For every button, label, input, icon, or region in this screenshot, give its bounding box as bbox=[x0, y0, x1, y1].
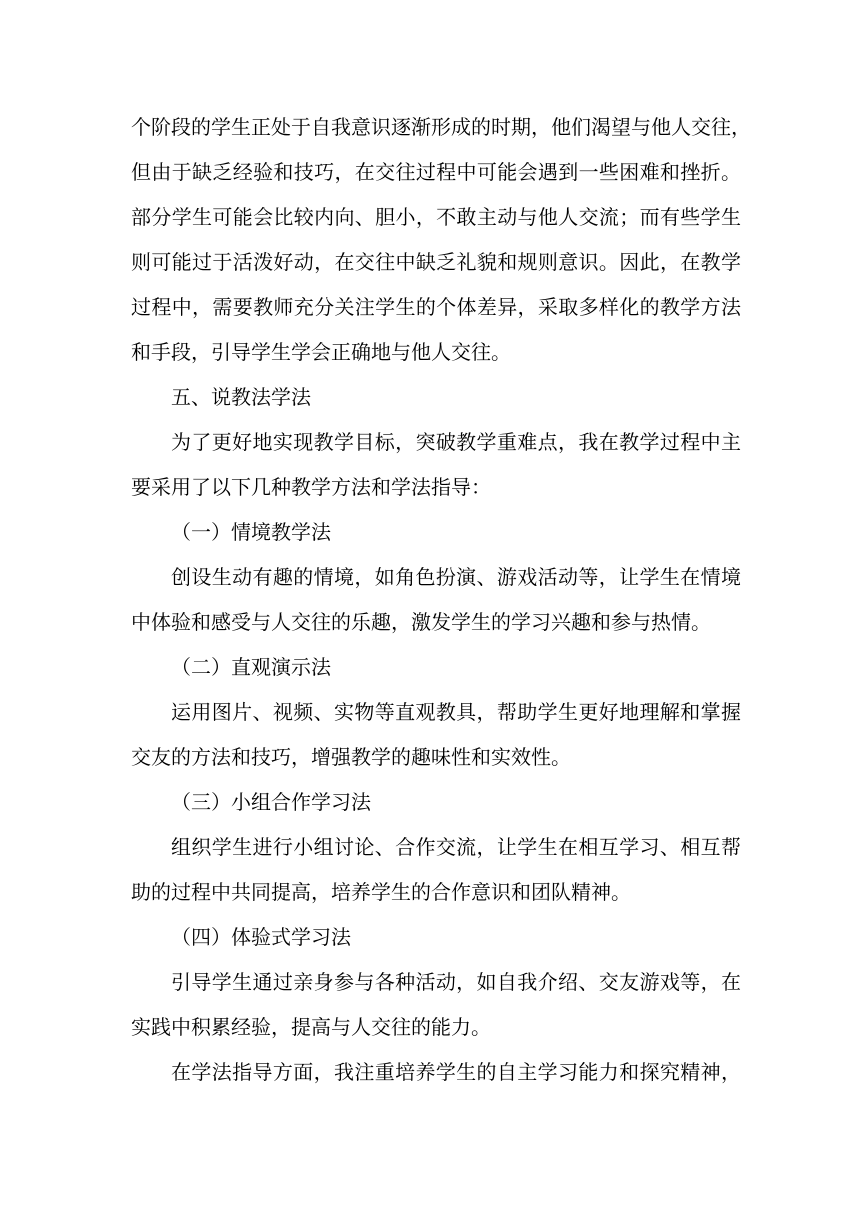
text-line: 助的过程中共同提高，培养学生的合作意识和团队精神。 bbox=[131, 880, 631, 904]
text-line: 创设生动有趣的情境，如角色扮演、游戏活动等，让学生在情境 bbox=[171, 565, 741, 589]
text-line: 但由于缺乏经验和技巧，在交往过程中可能会遇到一些困难和挫折。 bbox=[131, 160, 741, 184]
text-line: 引导学生通过亲身参与各种活动，如自我介绍、交友游戏等，在 bbox=[171, 970, 741, 994]
text-line: 和手段，引导学生学会正确地与他人交往。 bbox=[131, 340, 511, 364]
text-line: 则可能过于活泼好动，在交往中缺乏礼貌和规则意识。因此，在教学 bbox=[131, 250, 741, 274]
text-line: 为了更好地实现教学目标，突破教学重难点，我在教学过程中主 bbox=[171, 430, 741, 454]
text-line: 个阶段的学生正处于自我意识逐渐形成的时期，他们渴望与他人交往， bbox=[131, 115, 751, 139]
text-line: 组织学生进行小组讨论、合作交流，让学生在相互学习、相互帮 bbox=[171, 835, 741, 859]
text-line: （一）情境教学法 bbox=[171, 520, 331, 544]
text-line: 运用图片、视频、实物等直观教具，帮助学生更好地理解和掌握 bbox=[171, 700, 741, 724]
text-line: 实践中积累经验，提高与人交往的能力。 bbox=[131, 1015, 491, 1039]
document-page bbox=[131, 105, 751, 1095]
text-line: （四）体验式学习法 bbox=[171, 925, 351, 949]
text-line: 在学法指导方面，我注重培养学生的自主学习能力和探究精神， bbox=[171, 1060, 741, 1084]
text-line: 要采用了以下几种教学方法和学法指导： bbox=[131, 475, 491, 499]
text-line: 五、说教法学法 bbox=[171, 385, 311, 409]
text-line: （三）小组合作学习法 bbox=[171, 790, 371, 814]
text-line: 过程中，需要教师充分关注学生的个体差异，采取多样化的教学方法 bbox=[131, 295, 741, 319]
text-line: 中体验和感受与人交往的乐趣，激发学生的学习兴趣和参与热情。 bbox=[131, 610, 711, 634]
text-line: 交友的方法和技巧，增强教学的趣味性和实效性。 bbox=[131, 745, 571, 769]
text-line: （二）直观演示法 bbox=[171, 655, 331, 679]
text-line: 部分学生可能会比较内向、胆小，不敢主动与他人交流；而有些学生 bbox=[131, 205, 741, 229]
